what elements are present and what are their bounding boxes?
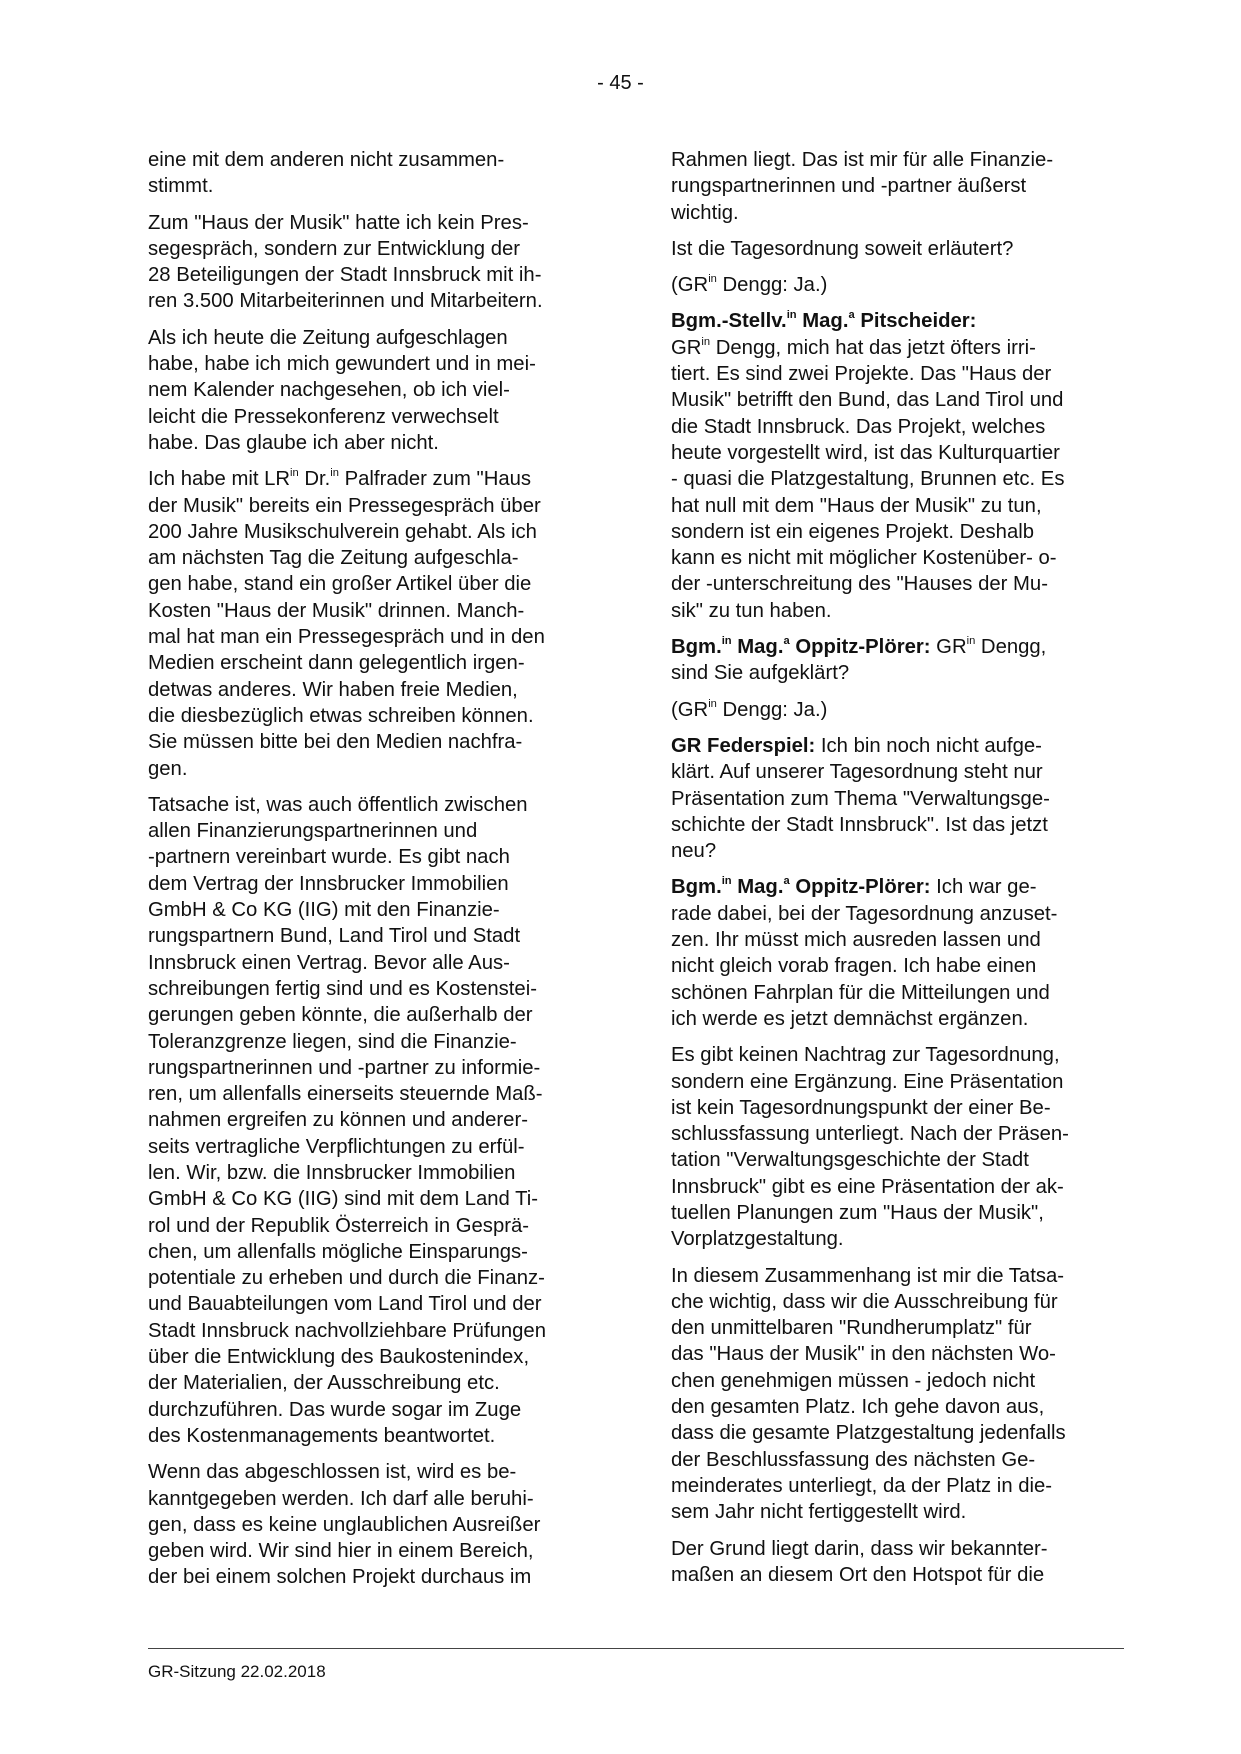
text-line: des Kostenmanagements beantwortet. <box>148 1424 496 1447</box>
text-line: sind Sie aufgeklärt? <box>671 662 850 685</box>
text-line: rungspartnerinnen und -partner zu informie- <box>148 1056 541 1079</box>
text-line: geben wird. Wir sind hier in einem Bereich, <box>148 1540 534 1563</box>
text-line: ($GR^{in}$ Dengg: Ja.) <box>671 697 828 721</box>
paragraph <box>671 272 1123 298</box>
text-line: Präsentation zum Thema "Verwaltungsge- <box>671 787 1050 810</box>
text-line: dem Vertrag der Innsbrucker Immobilien <box>148 872 509 895</box>
paragraph <box>671 697 1123 723</box>
paragraph <box>671 1263 1123 1526</box>
footer-divider <box>148 1648 1124 1649</box>
text-line: Stadt Innsbruck nachvollziehbare Prüfungen <box>148 1319 546 1342</box>
text-line: tation "Verwaltungsgeschichte der Stadt <box>671 1149 1029 1172</box>
text-line: schönen Fahrplan für die Mitteilungen und <box>671 981 1050 1004</box>
text-line: chen genehmigen müssen - jedoch nicht <box>671 1369 1036 1392</box>
right-column <box>671 147 1123 1598</box>
speaker-name: Bgm.$^{in}$ Mag.$^a$ Oppitz-Plörer: <box>671 875 931 899</box>
text-line: der Beschlussfassung des nächsten Ge- <box>671 1448 1036 1471</box>
text-line: GmbH & Co KG (IIG) mit den Finanzie- <box>148 899 500 922</box>
speaker-name: Bgm.-Stellv.$^{in}$ Mag.$^a$ Pitscheider: <box>671 309 977 333</box>
text-line: tiert. Es sind zwei Projekte. Das "Haus der <box>671 363 1052 386</box>
text-line: kann es nicht mit möglicher Kostenüber- o- <box>671 547 1057 570</box>
text-line: detwas anderes. Wir haben freie Medien, <box>148 678 518 701</box>
text-line: Sie müssen bitte bei den Medien nachfra- <box>148 731 523 754</box>
text-line: eine mit dem anderen nicht zusammen- <box>148 149 505 171</box>
paragraph <box>148 466 600 782</box>
text-line: Zum "Haus der Musik" hatte ich kein Pres- <box>148 211 529 234</box>
text-line: gerungen geben könnte, die außerhalb der <box>148 1004 533 1027</box>
text-line: zen. Ihr müsst mich ausreden lassen und <box>671 929 1041 952</box>
text-line: gen, dass es keine unglaublichen Ausreißer <box>148 1513 541 1536</box>
text-line: - quasi die Platzgestaltung, Brunnen etc. Es <box>671 468 1065 491</box>
text-line: sik" zu tun haben. <box>671 599 832 622</box>
text-line: meinderates unterliegt, da der Platz in die- <box>671 1474 1053 1497</box>
speaker-name: Bgm.$^{in}$ Mag.$^a$ Oppitz-Plörer: <box>671 635 931 659</box>
text-line: wichtig. <box>671 201 739 224</box>
text-line: gen. <box>148 757 188 780</box>
text-line: der bei einem solchen Projekt durchaus im <box>148 1566 532 1589</box>
text-line: am nächsten Tag die Zeitung aufgeschla- <box>148 547 519 570</box>
text-line: kanntgegeben werden. Ich darf alle beruhi- <box>148 1487 534 1510</box>
paragraph <box>671 634 1123 687</box>
text-line: mal hat man ein Pressegespräch und in den <box>148 626 545 649</box>
text-line: heute vorgestellt wird, ist das Kulturquartier <box>671 441 1060 464</box>
text-line: Musik" betrifft den Bund, das Land Tirol und <box>671 389 1064 412</box>
text-line: leicht die Pressekonferenz verwechselt <box>148 405 499 428</box>
text-line: seits vertragliche Verpflichtungen zu erfül- <box>148 1135 525 1158</box>
paragraph <box>671 1536 1123 1589</box>
text-line: Es gibt keinen Nachtrag zur Tagesordnung, <box>671 1044 1060 1067</box>
text-line: und Bauabteilungen vom Land Tirol und der <box>148 1293 542 1316</box>
paragraph <box>671 147 1123 226</box>
text-line: Der Grund liegt darin, dass wir bekannter- <box>671 1537 1048 1560</box>
text-line: ich werde es jetzt demnächst ergänzen. <box>671 1007 1029 1030</box>
text-line: rol und der Republik Österreich in Gesprä- <box>148 1214 530 1237</box>
text-line: sem Jahr nicht fertiggestellt wird. <box>671 1501 967 1524</box>
text-line: den gesamten Platz. Ich gehe davon aus, <box>671 1396 1045 1419</box>
paragraph <box>671 733 1123 864</box>
text-line: nem Kalender nachgesehen, ob ich viel- <box>148 379 510 402</box>
text-line: Kosten "Haus der Musik" drinnen. Manch- <box>148 599 525 622</box>
text-line: Medien erscheint dann gelegentlich irgen- <box>148 652 525 675</box>
text-line: potentiale zu erheben und durch die Finanz- <box>148 1267 545 1290</box>
text-line: schichte der Stadt Innsbruck". Ist das jetzt <box>671 813 1048 836</box>
text-line: neu? <box>671 840 717 863</box>
text-line: allen Finanzierungspartnerinnen und <box>148 820 478 843</box>
text-line: Als ich heute die Zeitung aufgeschlagen <box>148 326 508 349</box>
text-line: gen habe, stand ein großer Artikel über die <box>148 573 532 596</box>
text-line: den unmittelbaren "Rundherumplatz" für <box>671 1317 1032 1340</box>
text-line: sondern eine Ergänzung. Eine Präsentation <box>671 1070 1064 1093</box>
text-line: die Stadt Innsbruck. Das Projekt, welches <box>671 415 1046 438</box>
paragraph <box>148 325 600 456</box>
text-line: ren, um allenfalls einerseits steuernde Maß- <box>148 1083 543 1106</box>
paragraph <box>148 792 600 1449</box>
text-line: 200 Jahre Musikschulverein gehabt. Als ich <box>148 520 537 543</box>
text-line: rungspartnern Bund, Land Tirol und Stadt <box>148 925 521 948</box>
text-line: ist kein Tagesordnungspunkt der einer Be- <box>671 1096 1051 1119</box>
text-line: Ich habe mit $LR^{in}$ Dr.$^{in}$ Palfrader zum "Haus <box>148 467 532 491</box>
text-line: das "Haus der Musik" in den nächsten Wo- <box>671 1343 1056 1366</box>
text-line: GR Federspiel: Ich bin noch nicht aufge- <box>671 734 1042 757</box>
text-line: Bgm.$^{in}$ Mag.$^a$ Oppitz-Plörer: Ich war ge- <box>671 875 1037 899</box>
speaker-name: GR Federspiel: <box>671 734 816 757</box>
paragraph <box>148 1459 600 1590</box>
text-line: len. Wir, bzw. die Innsbrucker Immobilien <box>148 1161 516 1184</box>
text-line: schlussfassung unterliegt. Nach der Präsen- <box>671 1123 1069 1146</box>
text-line: stimmt. <box>148 175 214 198</box>
text-line: rungspartnerinnen und -partner äußerst <box>671 175 1027 198</box>
text-line: Ist die Tagesordnung soweit erläutert? <box>671 237 1014 260</box>
text-line: nicht gleich vorab fragen. Ich habe einen <box>671 955 1037 978</box>
paragraph <box>671 874 1123 1032</box>
text-line: Wenn das abgeschlossen ist, wird es be- <box>148 1461 517 1484</box>
text-line: durchzuführen. Das wurde sogar im Zuge <box>148 1398 522 1421</box>
text-line: chen, um allenfalls mögliche Einsparungs- <box>148 1240 528 1263</box>
text-line: maßen an diesem Ort den Hotspot für die <box>671 1563 1045 1586</box>
text-line: habe. Das glaube ich aber nicht. <box>148 431 439 454</box>
text-line: 28 Beteiligungen der Stadt Innsbruck mit ih- <box>148 264 542 287</box>
text-line: segespräch, sondern zur Entwicklung der <box>148 237 521 260</box>
text-line: der Materialien, der Ausschreibung etc. <box>148 1372 500 1395</box>
text-line: klärt. Auf unserer Tagesordnung steht nur <box>671 761 1043 784</box>
text-line: ren 3.500 Mitarbeiterinnen und Mitarbeitern. <box>148 290 543 313</box>
text-line: die diesbezüglich etwas schreiben können. <box>148 704 534 727</box>
text-line: hat null mit dem "Haus der Musik" zu tun, <box>671 494 1042 517</box>
text-line: GmbH & Co KG (IIG) sind mit dem Land Ti- <box>148 1188 538 1211</box>
text-line: über die Entwicklung des Baukostenindex, <box>148 1346 530 1369</box>
text-line: Toleranzgrenze liegen, sind die Finanzie- <box>148 1030 517 1053</box>
page-number: - 45 - <box>597 72 644 94</box>
text-line: Rahmen liegt. Das ist mir für alle Finanzie- <box>671 149 1054 171</box>
left-column <box>148 147 600 1601</box>
text-line: Bgm.$^{in}$ Mag.$^a$ Oppitz-Plörer: $GR^{in}$ Dengg, <box>671 635 1047 659</box>
text-line: nahmen ergreifen zu können und anderer- <box>148 1109 528 1132</box>
text-line: sondern ist ein eigenes Projekt. Deshalb <box>671 520 1035 543</box>
text-line: $GR^{in}$ Dengg, mich hat das jetzt öfters irri- <box>671 335 1036 359</box>
text-line: der -unterschreitung des "Hauses der Mu- <box>671 573 1048 596</box>
text-line: Innsbruck einen Vertrag. Bevor alle Aus- <box>148 951 510 974</box>
text-line: -partnern vereinbart wurde. Es gibt nach <box>148 846 510 869</box>
text-line: In diesem Zusammenhang ist mir die Tatsa- <box>671 1264 1065 1287</box>
text-line: tuellen Planungen zum "Haus der Musik", <box>671 1201 1044 1224</box>
text-line: Innsbruck" gibt es eine Präsentation der ak- <box>671 1175 1064 1198</box>
footer-session-date: GR-Sitzung 22.02.2018 <box>148 1662 326 1681</box>
text-line: Vorplatzgestaltung. <box>671 1228 844 1251</box>
paragraph <box>148 147 600 200</box>
text-line: der Musik" bereits ein Pressegespräch über <box>148 494 541 517</box>
text-line: dass die gesamte Platzgestaltung jedenfalls <box>671 1422 1066 1445</box>
text-line: habe, habe ich mich gewundert und in mei- <box>148 353 536 376</box>
paragraph <box>671 236 1123 262</box>
text-line: che wichtig, dass wir die Ausschreibung für <box>671 1290 1058 1313</box>
text-line: schreibungen fertig sind und es Kostenstei- <box>148 977 537 1000</box>
paragraph <box>148 210 600 315</box>
text-line: ($GR^{in}$ Dengg: Ja.) <box>671 273 828 297</box>
paragraph <box>671 308 1123 624</box>
text-line: Tatsache ist, was auch öffentlich zwischen <box>148 793 528 816</box>
paragraph <box>671 1042 1123 1252</box>
text-line: rade dabei, bei der Tagesordnung anzuset- <box>671 902 1058 925</box>
